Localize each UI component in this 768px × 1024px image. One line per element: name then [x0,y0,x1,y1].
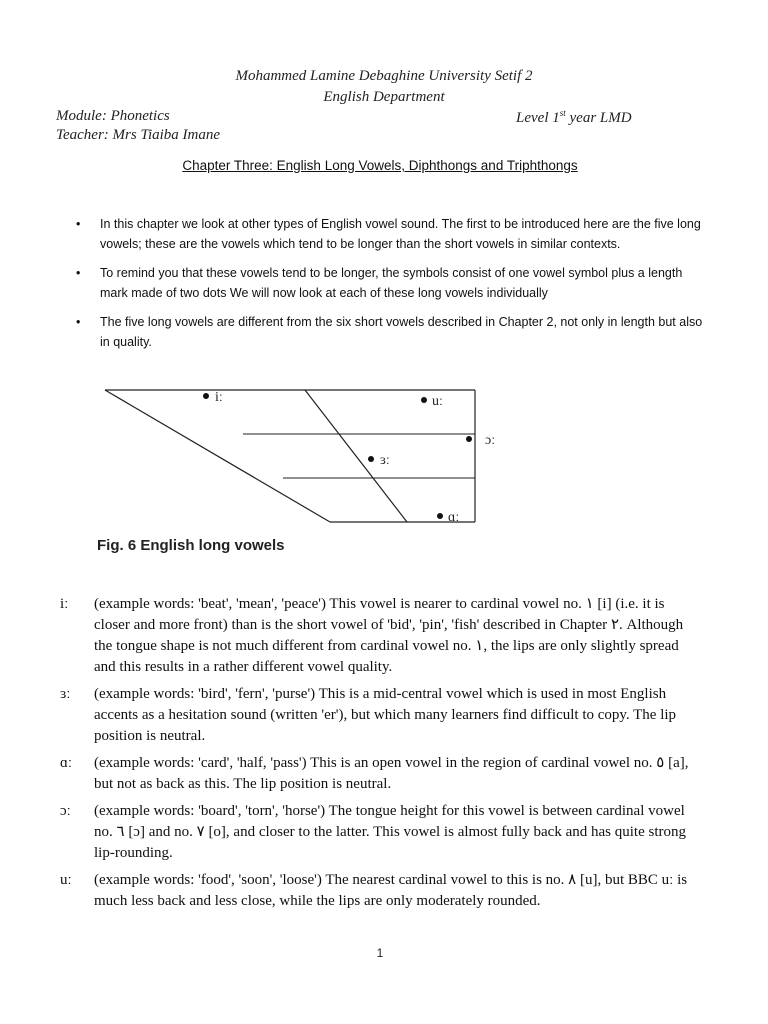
definition-item [60,684,700,747]
vowel-description: (example words: 'board', 'torn', 'horse') The tongue height for this vowel is between cardinal vowel no. ٦ [ɔ] and no. ٧ [o], and closer to the latter. This vowel is almost fully back and has quite strong lip-rounding. [94,803,686,861]
vowel-description: (example words: 'food', 'soon', 'loose') The nearest cardinal vowel to this is no. ٨ [u], but BBC uː is much less back and less close, while the lips are only moderately rounded. [94,872,688,909]
vowel-description: (example words: 'bird', 'fern', 'purse') This is a mid-central vowel which is used in most English accents as a hesitation sound (written 'er'), but which many learners find difficult to copy. The lip position is neutral. [94,686,677,744]
point-u [421,397,427,403]
list-item: • The five long vowels are different from the six short vowels described in Chapter 2, not only in length but also in quality. [70,312,710,352]
vowel-description: (example words: 'beat', 'mean', 'peace') This vowel is nearer to cardinal vowel no. ١ [i] (i.e. it is closer and more front) than is the short vowel of 'bid', 'pin', 'fish' described in Chapter ٢. Although the tongue shape is not much different from cardinal vowel no. ١, the lips are only slightly spread and this results in a rather different vowel quality. [94,596,684,675]
vowel-definitions [60,594,700,918]
point-o [466,436,472,442]
vowel-symbol: ɔː [60,803,71,819]
teacher-label: Teacher: Mrs Tiaiba Imane [56,127,221,143]
intro-bullet-list [70,214,710,361]
university-name: Mohammed Lamine Debaghine University Setif 2 [235,68,533,84]
chapter-title: Chapter Three: English Long Vowels, Diphthongs and Triphthongs [182,158,578,173]
point-i [203,393,209,399]
label-o: ɔː [485,433,496,448]
label-i: iː [215,390,223,405]
definition-item [60,870,700,912]
module-label: Module: Phonetics [56,108,170,124]
vowel-symbol: ɑː [60,755,73,771]
bullet-icon: • [76,315,81,329]
bullet-icon: • [76,217,81,231]
figure-caption: Fig. 6 English long vowels [97,537,285,554]
page-number: 1 [376,946,384,960]
definition-item [60,801,700,864]
point-a [437,513,443,519]
chart-front-edge [105,390,330,522]
level-label: Level 1st year LMD [516,108,632,126]
vowel-chart-figure [95,382,515,562]
definition-item [60,753,700,795]
list-item: • In this chapter we look at other types of English vowel sound. The first to be introduced here are the five long vowels; these are the vowels which tend to be longer than the short vowels in similar contexts. [70,214,710,254]
chart-central-line [305,390,407,522]
bullet-icon: • [76,266,81,280]
vowel-symbol: iː [60,596,69,612]
department-name: English Department [323,89,445,105]
definition-item [60,594,700,678]
label-u: uː [432,394,443,409]
label-a: ɑː [448,510,460,525]
list-item: • To remind you that these vowels tend to be longer, the symbols consist of one vowel symbol plus a length mark made of two dots We will now look at each of these long vowels individually [70,263,710,303]
vowel-symbol: ɜː [60,686,71,702]
point-er [368,456,374,462]
vowel-quadrilateral [95,382,515,562]
vowel-description: (example words: 'card', 'half, 'pass') This is an open vowel in the region of cardinal vowel no. ٥ [a], but not as back as this. The lip position is neutral. [94,755,689,792]
vowel-symbol: uː [60,872,72,888]
label-er: ɜː [380,453,390,468]
